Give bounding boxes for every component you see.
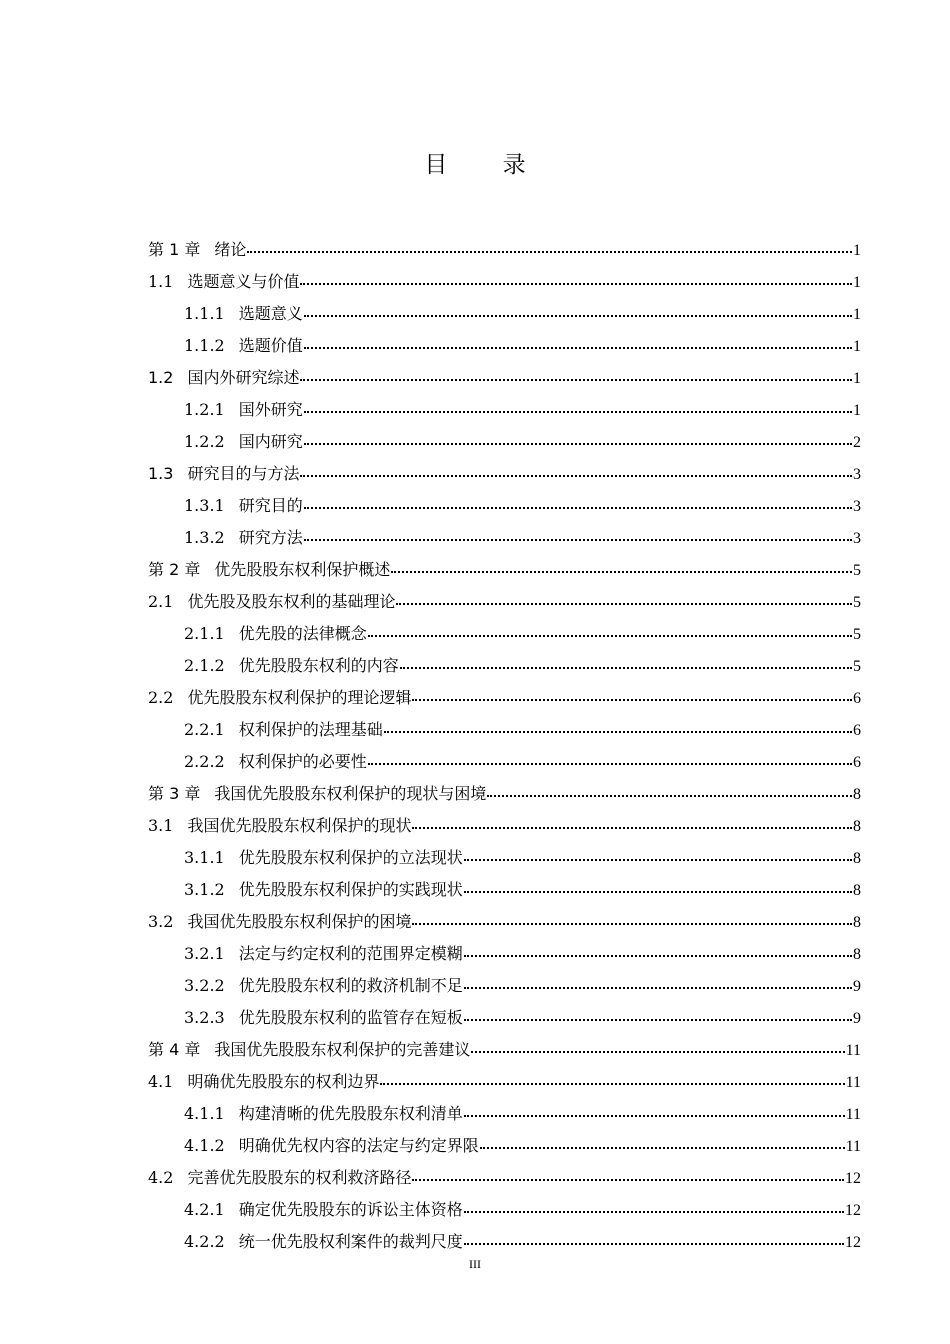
dot-leader: [412, 827, 852, 829]
toc-page-number: 12: [845, 1202, 861, 1219]
toc-subsection-entry[interactable]: [184, 1002, 861, 1034]
toc-entry-title: [184, 1130, 479, 1162]
dot-leader: [304, 411, 852, 413]
toc-page-number: 8: [853, 946, 861, 963]
toc-entry-label: 我国优先股股东权利保护的现状: [187, 816, 412, 835]
toc-entry-number: 3.2.3: [184, 1008, 225, 1027]
toc-entry-number: 4.2.1: [184, 1200, 225, 1219]
toc-chapter-entry[interactable]: [148, 234, 861, 266]
toc-subsection-entry[interactable]: [184, 490, 861, 522]
toc-entry-label: 优先股及股东权利的基础理论: [187, 592, 396, 611]
toc-entry-label: 确定优先股股东的诉讼主体资格: [238, 1200, 463, 1219]
dot-leader: [412, 1179, 844, 1181]
toc-entry-label: 研究目的: [238, 496, 303, 515]
toc-entry-number: 1.2: [148, 368, 174, 387]
dot-leader: [400, 667, 852, 669]
dot-leader: [464, 859, 852, 861]
toc-section-entry[interactable]: [148, 266, 861, 298]
toc-subsection-entry[interactable]: [184, 330, 861, 362]
toc-entry-label: 权利保护的必要性: [238, 752, 367, 771]
toc-entry-title: [148, 1034, 470, 1066]
toc-page-number: 9: [853, 978, 861, 995]
toc-entry-number: 4.2: [148, 1168, 174, 1187]
toc-page-number: 3: [853, 466, 861, 483]
toc-entry-number: 3.2.2: [184, 976, 225, 995]
toc-entry-label: 国内外研究综述: [187, 368, 300, 387]
toc-entry-title: [184, 1226, 463, 1258]
page-number: III: [469, 1257, 481, 1271]
dot-leader: [464, 955, 852, 957]
dot-leader: [300, 283, 852, 285]
toc-entry-label: 优先股股东权利的内容: [238, 656, 399, 675]
toc-page-number: 6: [853, 722, 861, 739]
toc-section-entry[interactable]: [148, 362, 861, 394]
dot-leader: [300, 475, 852, 477]
dot-leader: [464, 891, 852, 893]
toc-page-number: 8: [853, 850, 861, 867]
toc-entry-number: 1.3.2: [184, 528, 225, 547]
dot-leader: [480, 1147, 845, 1149]
toc-entry-title: [148, 234, 246, 266]
toc-entry-title: [184, 394, 303, 426]
toc-entry-title: [184, 490, 303, 522]
toc-entry-title: [148, 458, 299, 490]
toc-chapter-entry[interactable]: [148, 554, 861, 586]
toc-entry-number: 2.2.2: [184, 752, 225, 771]
toc-entry-number: 4.1: [148, 1072, 174, 1091]
toc-entry-number: 4.1.2: [184, 1136, 225, 1155]
toc-entry-title: [184, 650, 399, 682]
toc-page-number: 6: [853, 690, 861, 707]
page-title: 目 录: [424, 152, 550, 178]
dot-leader: [471, 1051, 844, 1053]
toc-entry-number: 3.1.2: [184, 880, 225, 899]
toc-entry-title: [148, 906, 411, 938]
toc-section-entry[interactable]: [148, 458, 861, 490]
toc-entry-number: 第 4 章: [148, 1040, 201, 1059]
dot-leader: [380, 1083, 844, 1085]
toc-subsection-entry[interactable]: [184, 522, 861, 554]
toc-subsection-entry[interactable]: [184, 650, 861, 682]
dot-leader: [464, 1115, 845, 1117]
dot-leader: [300, 379, 852, 381]
toc-entry-number: 3.1.1: [184, 848, 225, 867]
toc-entry-number: 3.2.1: [184, 944, 225, 963]
toc-entry-label: 国外研究: [238, 400, 303, 419]
toc-entry-label: 优先股股东权利保护概述: [214, 560, 391, 579]
toc-entry-title: [148, 810, 411, 842]
toc-entry-label: 国内研究: [238, 432, 303, 451]
toc-entry-label: 权利保护的法理基础: [238, 720, 383, 739]
toc-entry-number: 1.1: [148, 272, 174, 291]
toc-page-number: 11: [845, 1138, 861, 1155]
dot-leader: [464, 1243, 844, 1245]
toc-page-number: 11: [845, 1042, 861, 1059]
toc-entry-number: 1.2.1: [184, 400, 225, 419]
toc-entry-title: [184, 426, 303, 458]
toc-entry-label: 构建清晰的优先股股东权利清单: [238, 1104, 463, 1123]
toc-entry-title: [148, 266, 299, 298]
toc-entry-label: 我国优先股股东权利保护的完善建议: [214, 1040, 471, 1059]
toc-page-number: 8: [853, 914, 861, 931]
toc-page-number: 1: [853, 306, 861, 323]
toc-entry-number: 4.2.2: [184, 1232, 225, 1251]
toc-entry-label: 选题意义与价值: [187, 272, 300, 291]
toc-entry-number: 4.1.1: [184, 1104, 225, 1123]
toc-section-entry[interactable]: [148, 1066, 861, 1098]
toc-subsection-entry[interactable]: [184, 874, 861, 906]
toc-page-number: 8: [853, 882, 861, 899]
toc-section-entry[interactable]: [148, 586, 861, 618]
toc-entry-title: [184, 330, 303, 362]
dot-leader: [368, 635, 852, 637]
toc-subsection-entry[interactable]: [184, 714, 861, 746]
toc-entry-number: 第 3 章: [148, 784, 201, 803]
dot-leader: [464, 1019, 852, 1021]
toc-page-number: 5: [853, 562, 861, 579]
toc-subsection-entry[interactable]: [184, 746, 861, 778]
toc-page-number: 1: [853, 274, 861, 291]
toc-entry-title: [184, 970, 463, 1002]
dot-leader: [391, 571, 852, 573]
toc-section-entry[interactable]: [148, 1162, 861, 1194]
toc-entry-label: 研究目的与方法: [187, 464, 300, 483]
toc-page-number: 1: [853, 338, 861, 355]
toc-entry-title: [148, 682, 411, 714]
toc-entry-label: 我国优先股股东权利保护的困境: [187, 912, 412, 931]
toc-page-number: 12: [845, 1234, 861, 1251]
dot-leader: [412, 699, 852, 701]
toc-entry-number: 1.3.1: [184, 496, 225, 515]
toc-page-number: 1: [853, 402, 861, 419]
toc-page-number: 11: [845, 1074, 861, 1091]
toc-chapter-entry[interactable]: [148, 778, 861, 810]
toc-page-number: 9: [853, 1010, 861, 1027]
toc-subsection-entry[interactable]: [184, 1194, 861, 1226]
toc-page-number: 3: [853, 530, 861, 547]
toc-subsection-entry[interactable]: [184, 426, 861, 458]
toc-section-entry[interactable]: [148, 906, 861, 938]
toc-page-number: 6: [853, 754, 861, 771]
toc-chapter-entry[interactable]: [148, 1034, 861, 1066]
toc-page-number: 3: [853, 498, 861, 515]
dot-leader: [396, 603, 852, 605]
toc-entry-title: [184, 874, 463, 906]
toc-entry-title: [184, 746, 367, 778]
toc-entry-label: 绪论: [214, 240, 247, 259]
toc-entry-title: [148, 554, 390, 586]
dot-leader: [412, 923, 852, 925]
toc-subsection-entry[interactable]: [184, 1226, 861, 1258]
toc-entry-title: [148, 362, 299, 394]
dot-leader: [384, 731, 852, 733]
toc-entry-number: 2.1: [148, 592, 174, 611]
toc-page-number: 8: [853, 786, 861, 803]
toc-entry-label: 我国优先股股东权利保护的现状与困境: [214, 784, 487, 803]
toc-entry-label: 选题价值: [238, 336, 303, 355]
toc-page-number: 2: [853, 434, 861, 451]
toc-entry-label: 优先股股东权利保护的理论逻辑: [187, 688, 412, 707]
toc-page-number: 12: [845, 1170, 861, 1187]
toc-entry-number: 2.2: [148, 688, 174, 707]
toc-subsection-entry[interactable]: [184, 618, 861, 650]
toc-entry-title: [184, 842, 463, 874]
toc-entry-title: [184, 298, 303, 330]
toc-entry-number: 1.1.2: [184, 336, 225, 355]
toc-entry-label: 法定与约定权利的范围界定模糊: [238, 944, 463, 963]
toc-section-entry[interactable]: [148, 682, 861, 714]
toc-page-number: 1: [853, 242, 861, 259]
toc-entry-number: 3.1: [148, 816, 174, 835]
toc-entry-label: 统一优先股权利案件的裁判尺度: [238, 1232, 463, 1251]
toc-page-number: 5: [853, 594, 861, 611]
toc-entry-label: 优先股股东权利的监管存在短板: [238, 1008, 463, 1027]
toc-entry-number: 第 1 章: [148, 240, 201, 259]
toc-subsection-entry[interactable]: [184, 394, 861, 426]
toc-subsection-entry[interactable]: [184, 1098, 861, 1130]
dot-leader: [304, 539, 852, 541]
toc-entry-number: 1.2.2: [184, 432, 225, 451]
dot-leader: [487, 795, 852, 797]
toc-entry-number: 2.1.1: [184, 624, 225, 643]
toc-entry-title: [184, 522, 303, 554]
toc-entry-number: 3.2: [148, 912, 174, 931]
toc-entry-title: [148, 586, 395, 618]
toc-entry-number: 第 2 章: [148, 560, 201, 579]
toc-entry-title: [184, 938, 463, 970]
dot-leader: [304, 347, 852, 349]
dot-leader: [304, 507, 852, 509]
toc-entry-title: [148, 1066, 379, 1098]
toc-entry-label: 优先股股东权利的救济机制不足: [238, 976, 463, 995]
toc-entry-label: 完善优先股股东的权利救济路径: [187, 1168, 412, 1187]
toc-page-number: 11: [845, 1106, 861, 1123]
toc-entry-label: 优先股的法律概念: [238, 624, 367, 643]
toc-entry-title: [184, 1098, 463, 1130]
toc-page-number: 5: [853, 626, 861, 643]
toc-section-entry[interactable]: [148, 810, 861, 842]
toc-entry-label: 研究方法: [238, 528, 303, 547]
toc-entry-title: [184, 1194, 463, 1226]
dot-leader: [247, 251, 852, 253]
toc-entry-title: [184, 714, 383, 746]
dot-leader: [464, 987, 852, 989]
toc-page-number: 8: [853, 818, 861, 835]
toc-entry-label: 优先股股东权利保护的立法现状: [238, 848, 463, 867]
dot-leader: [304, 315, 852, 317]
toc-subsection-entry[interactable]: [184, 938, 861, 970]
toc-page-number: 5: [853, 658, 861, 675]
toc-subsection-entry[interactable]: [184, 842, 861, 874]
toc-entry-title: [184, 1002, 463, 1034]
dot-leader: [464, 1211, 844, 1213]
toc-entry-number: 1.3: [148, 464, 174, 483]
toc-entry-number: 1.1.1: [184, 304, 225, 323]
toc-subsection-entry[interactable]: [184, 298, 861, 330]
dot-leader: [304, 443, 852, 445]
toc-subsection-entry[interactable]: [184, 970, 861, 1002]
toc-subsection-entry[interactable]: [184, 1130, 861, 1162]
toc-page-number: 1: [853, 370, 861, 387]
dot-leader: [368, 763, 852, 765]
toc-entry-title: [148, 778, 486, 810]
toc-entry-label: 选题意义: [238, 304, 303, 323]
toc-entry-label: 优先股股东权利保护的实践现状: [238, 880, 463, 899]
toc-entry-number: 2.1.2: [184, 656, 225, 675]
toc-entry-title: [184, 618, 367, 650]
toc-entry-title: [148, 1162, 411, 1194]
toc-entry-label: 明确优先权内容的法定与约定界限: [238, 1136, 479, 1155]
toc-entry-label: 明确优先股股东的权利边界: [187, 1072, 380, 1091]
toc-entry-number: 2.2.1: [184, 720, 225, 739]
